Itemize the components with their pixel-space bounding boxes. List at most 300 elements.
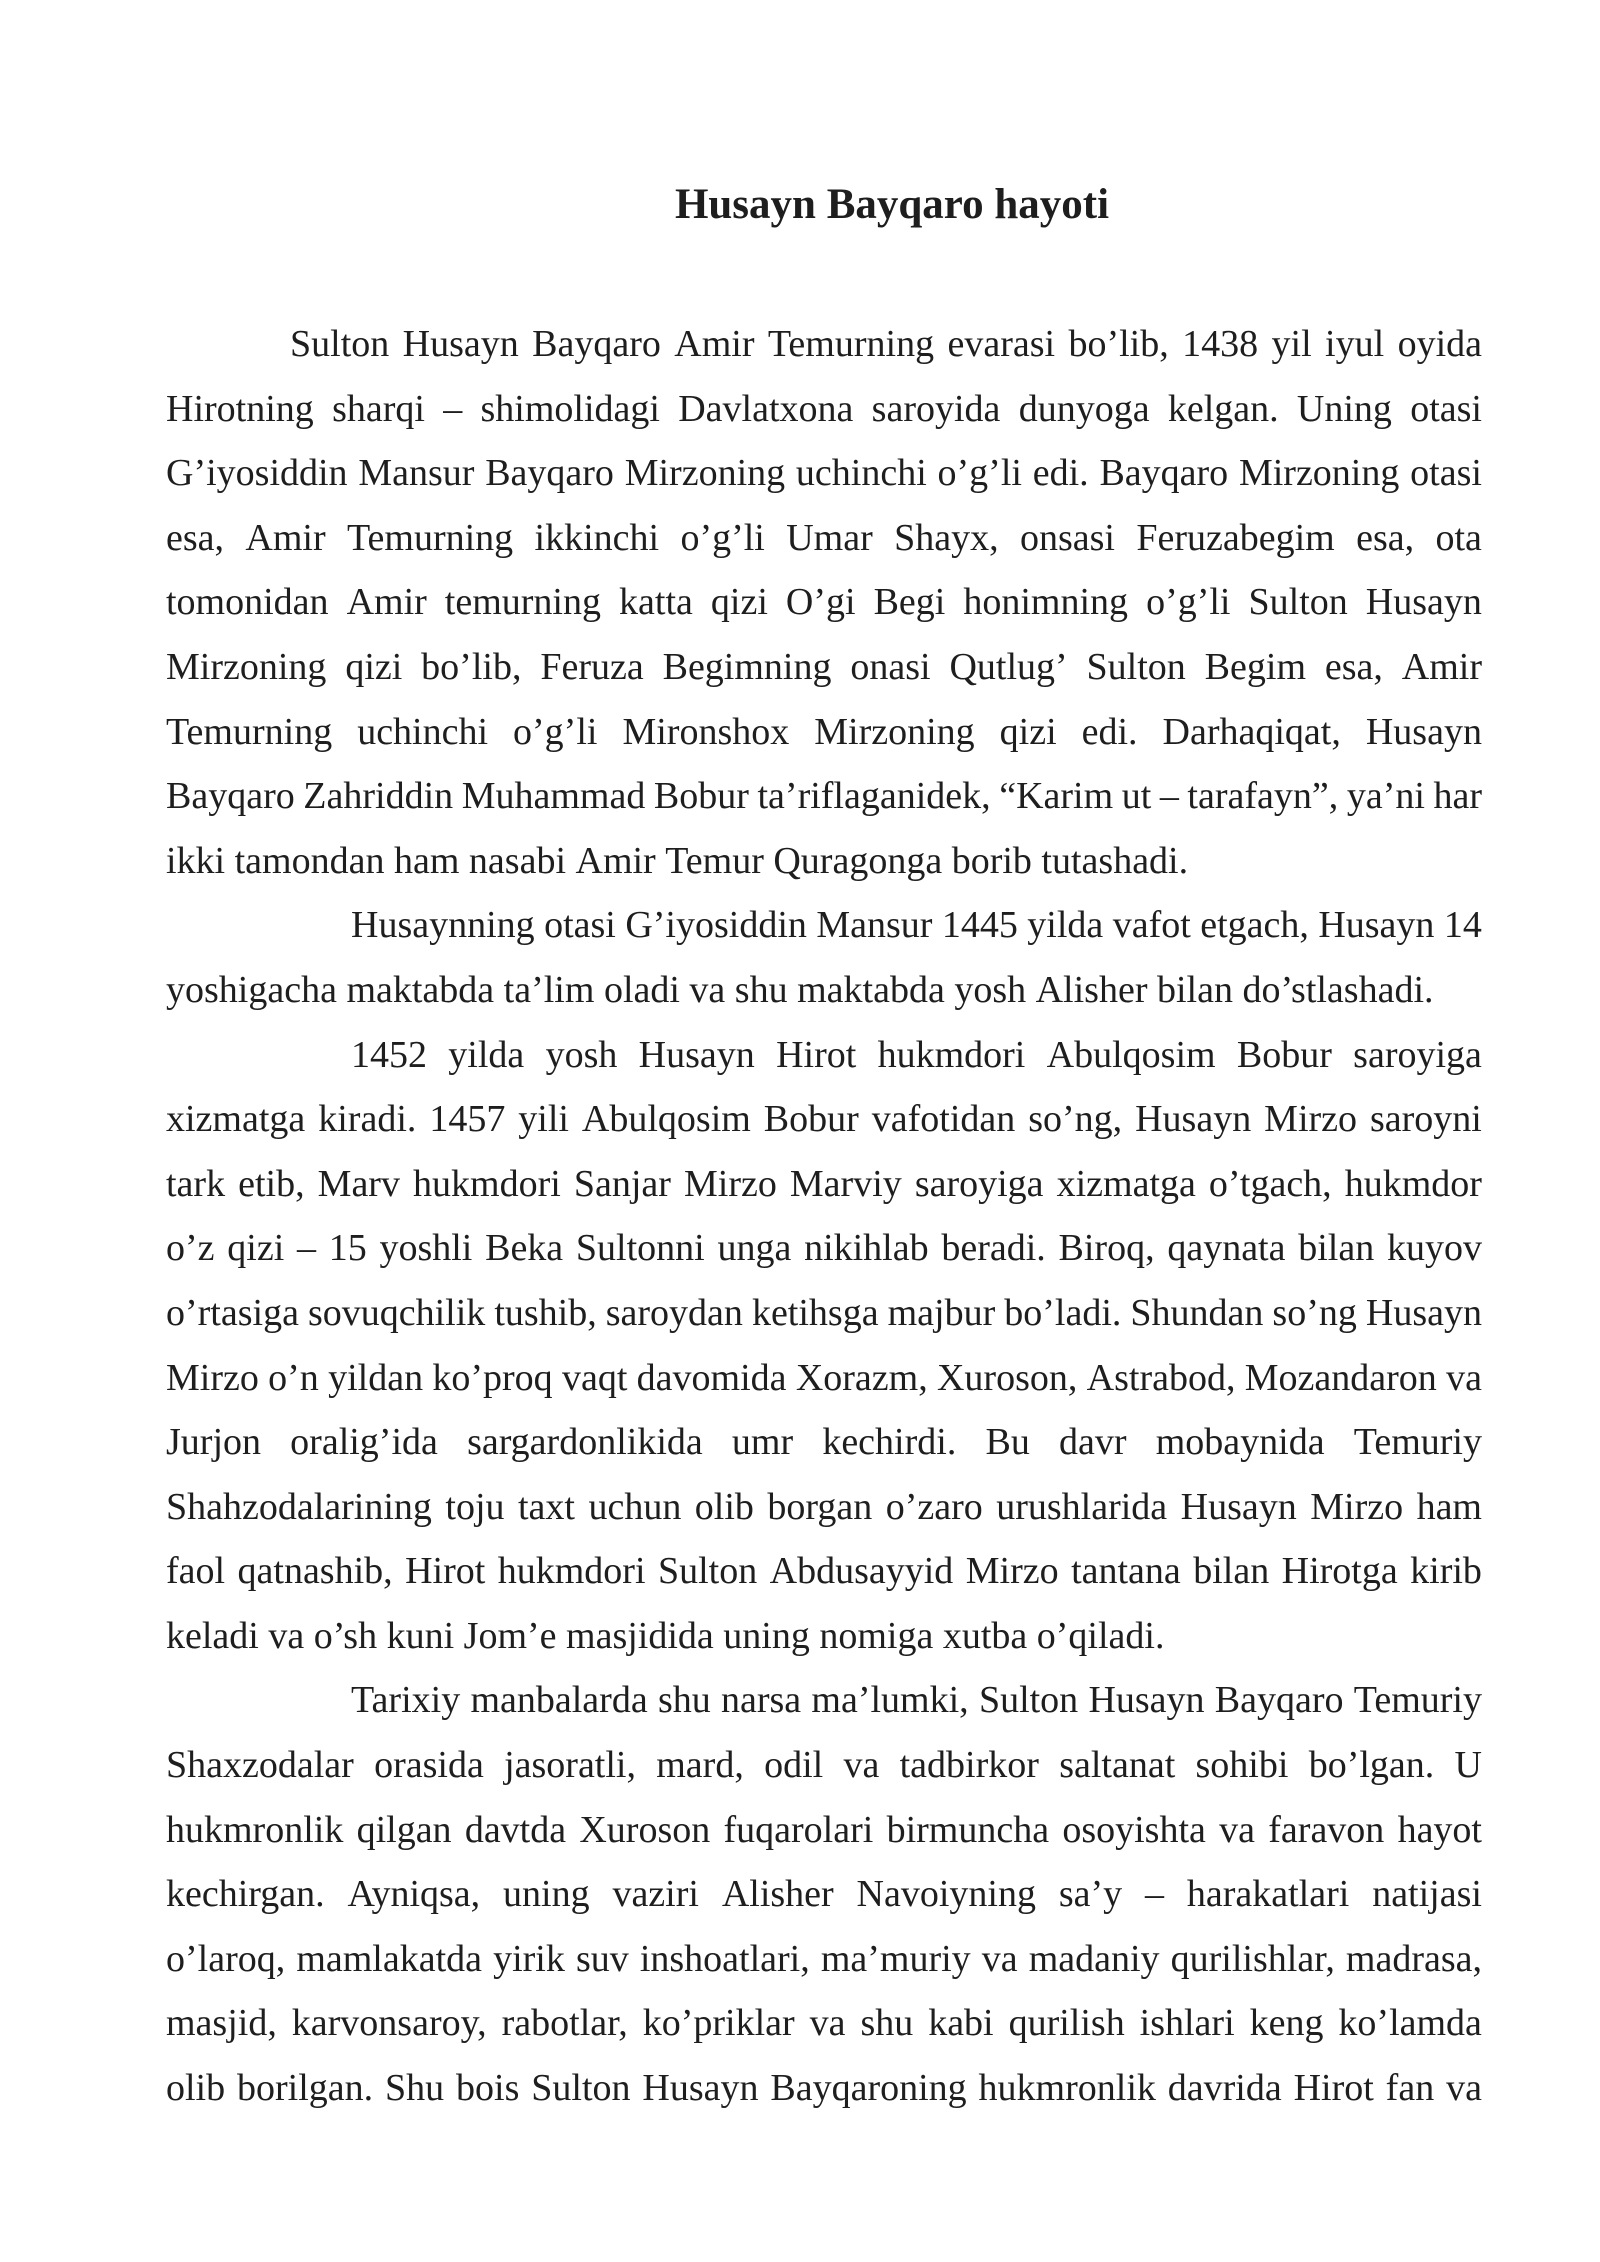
word: mard, [656,1744,744,1787]
word: Sulton [531,2067,631,2110]
word: kirib [1410,1550,1482,1593]
word: tark [166,1162,226,1205]
paragraph [166,312,1482,893]
text-line [166,1927,1482,1992]
word: Jurjon [166,1421,261,1464]
text-line [166,570,1482,635]
word: davrida [1167,2067,1282,2110]
word: Umar [786,516,873,559]
word: hayot [1397,1808,1482,1851]
word: fuqarolari [723,1808,874,1851]
word: G’iyosiddin [166,452,348,495]
word: Mozandaron [1244,1356,1437,1399]
word: kuyov [1386,1227,1482,1270]
word: yoshigacha [166,968,337,1011]
word: o’tgach, [1208,1162,1332,1205]
word: va [1446,1356,1482,1399]
word: onasi [850,645,931,688]
word: saroydan [605,1291,743,1334]
word: qurilishlar, [1170,1937,1335,1980]
word: Begim [1204,645,1306,688]
word: Husayn [1365,581,1482,624]
text-line [166,441,1482,506]
word: saltanat [1059,1744,1176,1787]
text-line [166,1346,1482,1411]
word: olib [166,2067,226,2110]
word: edi. [1032,452,1089,495]
word: Mironshox [622,710,790,753]
word: onsasi [1019,516,1115,559]
word: Husayn [642,2067,759,2110]
paragraph [166,1668,1482,2120]
text-line [166,1475,1482,1540]
word: iyul [1325,323,1385,365]
word: tushib, [494,1291,597,1334]
word: Mirzo [1264,1098,1358,1141]
word: sargardonlikida [467,1421,703,1464]
word: Begimning [662,645,832,688]
word: do’stlashadi. [1242,968,1434,1011]
word: Abulqosim [581,1098,751,1141]
word: bois [456,2067,520,2110]
word: Bayqaroning [770,2067,967,2110]
word: Temurning [166,710,333,753]
word: 14 [1443,904,1482,947]
word: saroyiga [1353,1033,1482,1076]
word: Bayqaro [532,323,661,365]
word: o’zaro [885,1485,983,1528]
word: U [1454,1744,1482,1787]
word: keladi [166,1614,259,1657]
word: honimning [963,581,1129,624]
word: qizi [227,1227,285,1270]
word: Husayn [1180,1485,1297,1528]
word: Quragonga [773,839,943,882]
word: “Karim [999,775,1114,818]
word: masjidida [566,1614,714,1657]
word: qizi [710,581,768,624]
word: oyida [1397,323,1482,365]
word: esa, [166,516,225,559]
word: faravon [1268,1808,1385,1851]
word: Husayn [1365,710,1482,753]
word: edi. [1081,710,1138,753]
text-line [166,1152,1482,1217]
word: Bayqaro [166,775,295,818]
word: Jom’e [463,1614,557,1657]
word: Bobur [653,775,749,818]
word: qizi [999,710,1057,753]
word: saroyni [1370,1098,1482,1141]
word: hukmronlik [978,2067,1156,2110]
word: sharqi [332,387,425,430]
word: fan [1385,2067,1435,2110]
text-line [166,1991,1482,2056]
word: 1438 [1182,323,1259,365]
word: ketihsga [751,1291,879,1334]
text-line [166,1216,1482,1281]
text-line [166,1281,1482,1346]
word: 1457 [429,1098,506,1141]
word: jasoratli, [504,1744,636,1787]
word: Darhaqiqat, [1162,710,1341,753]
word: tutashadi. [1041,839,1189,882]
text-line [166,893,1482,958]
word: va [689,968,726,1011]
word: Navoiyning [856,1873,1036,1916]
word: manbalarda [470,1679,648,1722]
word: uchinchi [795,452,927,495]
word: nomiga [819,1614,934,1657]
word: 15 [328,1227,367,1270]
word: Temuriy [1353,1421,1482,1464]
word: bo’lib, [1068,323,1169,365]
word: kechirdi. [822,1421,957,1464]
word: Tarixiy [351,1679,461,1722]
word: suv [575,1937,629,1980]
word: hukmdori [877,1033,1026,1076]
word: Mirzoning [1238,452,1400,495]
text-line [166,1539,1482,1604]
text-line [166,2056,1482,2121]
word: har [1433,775,1482,818]
word: sa’y [1058,1873,1123,1916]
word: Hirot [776,1033,857,1076]
word: natijasi [1372,1873,1482,1916]
word: maktabda [346,968,495,1011]
word: ko’priklar [642,2002,795,2045]
word: ikkinchi [534,516,660,559]
word: va [1219,1808,1256,1851]
word: qatnashib, [237,1550,393,1593]
word: Temuriy [1353,1679,1482,1722]
word: Qutlug’ [949,645,1068,688]
word: hukmronlik [166,1808,344,1851]
word: o’g’li [513,710,598,753]
word: Biroq, [1058,1227,1155,1270]
word: bo’ladi. [1004,1291,1122,1334]
word: Shaxzodalar [166,1744,354,1787]
word: esa, [1324,645,1383,688]
word: Mirzoning [814,710,975,753]
word: borgan [767,1485,873,1528]
word: Husayn [638,1033,755,1076]
word: mamlakatda [296,1937,483,1980]
document-body [166,312,1482,2121]
word: oladi [603,968,680,1011]
word: Shundan [1130,1291,1264,1334]
word: Zahriddin [303,775,454,818]
word: Ayniqsa, [347,1873,481,1916]
word: saroyida [871,387,1001,430]
word: Temur [665,839,764,882]
word: so’ng, [1028,1098,1123,1141]
word: – [1159,775,1179,818]
word: Bayqaro [1214,1679,1344,1722]
word: xizmatga [1056,1162,1196,1205]
word: Marviy [789,1162,902,1205]
word: toju [445,1485,505,1528]
word: Bobur [1236,1033,1332,1076]
word: kelgan. [1167,387,1279,430]
word: bilan [1156,968,1233,1011]
word: Bu [985,1421,1030,1464]
word: ham [393,839,460,882]
word: kiradi. [318,1098,417,1141]
word: bilan [1298,1227,1375,1270]
word: ishlari [1139,2002,1235,2045]
word: bo’lgan. [1308,1744,1435,1787]
word: Hirot [1293,2067,1374,2110]
word: o’sh [313,1614,378,1657]
word: Amir [346,581,427,624]
word: Mirzoning [166,645,327,688]
word: Mansur [358,452,475,495]
word: orasida [374,1744,484,1787]
word: davtda [464,1808,567,1851]
word: va [981,1937,1018,1980]
word: ham [1416,1485,1482,1528]
word: urushlarida [996,1485,1168,1528]
word: Husayn [1088,1679,1205,1722]
word: Sulton [1086,645,1186,688]
text-line [166,506,1482,571]
word: Bayqaro [485,452,614,495]
word: va [843,1744,880,1787]
word: Hirotning [166,387,314,430]
paragraph [166,893,1482,1022]
word: Bayqaro [1099,452,1229,495]
word: qaynata [1167,1227,1286,1270]
word: o’g’li [1146,581,1231,624]
word: ma’muriy [820,1937,971,1980]
word: ko’proq [432,1356,553,1399]
word: yildan [328,1356,424,1399]
word: odil [764,1744,824,1787]
word: – [296,1227,316,1270]
word: Mirzo [965,1550,1059,1593]
text-line [166,1668,1482,1733]
word: hukmdori [413,1162,561,1205]
word: madaniy [1028,1937,1160,1980]
word: Temurning [346,516,514,559]
word: etgach, [1200,904,1309,947]
word: va [1446,2067,1482,2110]
word: yoshli [379,1227,473,1270]
word: borib [951,839,1032,882]
word: Bobur [763,1098,859,1141]
word: karvonsaroy, [291,2002,487,2045]
word: ta’riflaganidek, [757,775,991,818]
word: Feruzabegim [1136,516,1335,559]
word: maktabda [797,968,945,1011]
word: faol [166,1550,226,1593]
word: Beka [485,1227,564,1270]
word: keng [1249,2002,1324,2045]
word: 1452 [351,1033,427,1076]
word: Sulton [1248,581,1348,624]
word: qilgan [356,1808,452,1851]
word: tarafayn”, [1187,775,1339,818]
word: harakatlari [1186,1873,1350,1916]
text-line [166,1410,1482,1475]
word: – [443,387,463,430]
word: yosh [954,968,1027,1011]
word: Temurning [767,323,935,365]
word: va [268,1614,305,1657]
word: kabi [928,2002,994,2045]
text-line [166,829,1482,894]
word: rabotlar, [501,2002,628,2045]
word: uning [503,1873,590,1916]
word: yil [1271,323,1312,365]
word: dunyoga [1018,387,1150,430]
word: ta’lim [503,968,595,1011]
word: Xuroson, [936,1356,1078,1399]
word: hukmdor [1344,1162,1482,1205]
word: otasi [1410,452,1482,495]
text-line [166,312,1482,377]
word: Alisher [1035,968,1148,1011]
word: oralig’ida [290,1421,438,1464]
word: Amir [245,516,326,559]
word: hukmdori [497,1550,646,1593]
text-line [166,1087,1482,1152]
word: Husayn [1135,1098,1252,1141]
word: Husayn [402,323,519,365]
word: inshoatlari, [639,1937,810,1980]
word: bilan [1193,1550,1270,1593]
word: otasi [544,904,616,947]
word: kechirgan. [166,1873,325,1916]
word: shimolidagi [480,387,660,430]
word: shu [734,968,788,1011]
word: ut [1121,775,1152,818]
word: olib [694,1485,754,1528]
word: Feruza [540,645,644,688]
paragraph [166,1023,1482,1669]
word: nikihlab [804,1227,929,1270]
word: Begi [873,581,946,624]
word: Hirot [405,1550,486,1593]
text-line [166,1733,1482,1798]
word: ko’lamda [1338,2002,1482,2045]
word: yilda [448,1033,525,1076]
text-line [166,1798,1482,1863]
word: G’iyosiddin [625,904,807,947]
word: 1445 [941,904,1018,947]
word: Davlatxona [678,387,854,430]
word: Hirotga [1281,1550,1398,1593]
word: kuni [386,1614,455,1657]
word: narsa [720,1679,802,1722]
word: tantana [1071,1550,1181,1593]
word: Shayx, [894,516,999,559]
word: uning [723,1614,810,1657]
word: tadbirkor [899,1744,1039,1787]
word: vafotidan [871,1098,1016,1141]
word: Husayn [1318,904,1435,947]
word: otasi [1410,387,1482,430]
word: evarasi [947,323,1056,365]
word: o’g’li [680,516,765,559]
word: madrasa, [1345,1937,1482,1980]
word: unga [717,1227,792,1270]
word: Xuroson [579,1808,711,1851]
word: Sulton [978,1679,1079,1722]
text-line [166,1023,1482,1088]
word: Sultonni [575,1227,705,1270]
word: Abdusayyid [769,1550,954,1593]
word: sohibi [1195,1744,1289,1787]
word: Alisher [721,1873,834,1916]
word: Astrabod, [1086,1356,1236,1399]
word: o’rtasiga [166,1291,299,1334]
word: davr [1059,1421,1127,1464]
word: katta [619,581,693,624]
word: Amir [1401,645,1482,688]
word: etib, [238,1162,305,1205]
word: Uning [1296,387,1392,430]
word: Amir [674,323,755,365]
word: mobaynida [1155,1421,1325,1464]
word: nasabi [468,839,566,882]
text-line [166,1604,1482,1669]
text-line [166,1862,1482,1927]
word: vafot [1112,904,1191,947]
word: borilgan. [237,2067,374,2110]
word: Marv [317,1162,400,1205]
word: majbur [887,1291,996,1334]
word: Muhammad [461,775,646,818]
word: xutba [942,1614,1028,1657]
word: Sulton [657,1550,758,1593]
text-line [166,700,1482,765]
word: Mirzo [1310,1485,1404,1528]
word: – [1145,1873,1165,1916]
word: osoyishta [1062,1808,1206,1851]
text-line [166,377,1482,442]
word: o’laroq, [166,1937,286,1980]
word: Mansur [816,904,933,947]
word: Abulqosim [1046,1033,1216,1076]
document-title: Husayn Bayqaro hayoti [674,181,1110,228]
word: o’qiladi. [1036,1614,1165,1657]
word: esa, [1356,516,1415,559]
word: yirik [493,1937,565,1980]
word: Amir [575,839,656,882]
word: o’z [166,1227,215,1270]
text-line [166,958,1482,1023]
word: yosh [545,1033,618,1076]
word: xizmatga [166,1098,306,1141]
word: va [809,2002,846,2045]
word: beradi. [941,1227,1046,1270]
word: o’n [268,1356,319,1399]
word: O’gi [785,581,856,624]
word: uchun [588,1485,682,1528]
word: so’ng [1272,1291,1357,1334]
word: tomonidan [166,581,329,624]
text-line [166,764,1482,829]
word: saroyiga [914,1162,1044,1205]
word: vaziri [612,1873,699,1916]
word: Mirzo [166,1356,259,1399]
word: temurning [444,581,601,624]
word: qizi [345,645,403,688]
word: shu [657,1679,711,1722]
word: ikki [166,839,226,882]
